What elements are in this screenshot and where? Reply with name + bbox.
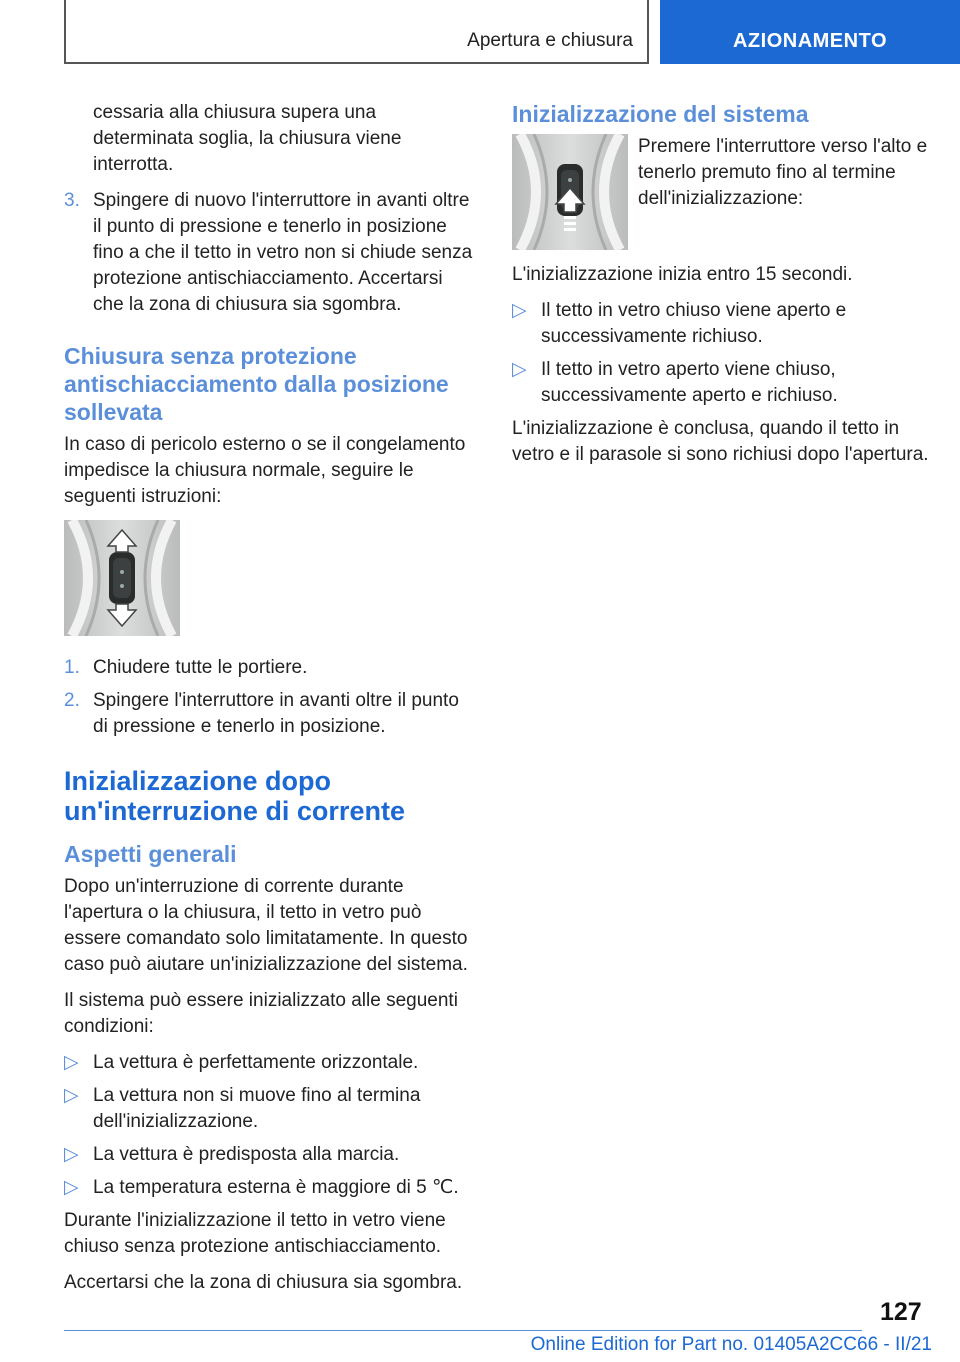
- condition-item: [64, 1142, 478, 1168]
- header-chapter-title: AZIONAMENTO: [732, 30, 887, 52]
- condition-item: [64, 1050, 478, 1076]
- bullet-triangle-icon: ▷: [64, 1144, 79, 1165]
- condition-item: [64, 1175, 478, 1201]
- condition-text: La vettura è perfettamente orizzontale.: [93, 1052, 419, 1073]
- step-number: 1.: [64, 657, 80, 678]
- heading-init-after-power-loss: Inizializzazione dopo un'interruzione di corrente: [64, 766, 405, 826]
- step-3: [64, 188, 478, 318]
- continued-text: cessaria alla chiusura supera una determinata soglia, la chiusura viene interrotta.: [93, 102, 402, 175]
- general-paragraph-1: Dopo un'interruzione di corrente durante l'apertura o la chiusura, il tetto in vetro può essere comandato solo limitatamente. In questo caso può aiutare un'inizializzazione del sistema.: [64, 876, 468, 975]
- heading-general-aspects: Aspetti generali: [64, 841, 237, 867]
- step-2: [64, 688, 478, 740]
- init-paragraph-1: L'inizializzazione inizia entro 15 secondi.: [512, 264, 853, 285]
- step-text: Spingere di nuovo l'interruttore in avanti oltre il punto di pressione e tenerlo in posizione fino a che il tetto in vetro non si chiude senza protezione antischiacciamento. Accertarsi che la zona di chiusura sia sgombra.: [93, 190, 473, 315]
- step-1: [64, 655, 478, 681]
- left-column: [64, 100, 478, 1306]
- right-column: [512, 100, 932, 478]
- bullet-triangle-icon: ▷: [64, 1177, 79, 1198]
- closure-intro: In caso di pericolo esterno o se il congelamento impedisce la chiusura normale, seguire le seguenti istruzioni:: [64, 434, 466, 507]
- step-text: Chiudere tutte le portiere.: [93, 657, 308, 678]
- roof-switch-illustration-icon: [64, 520, 180, 636]
- footer-edition-text: Online Edition for Part no. 01405A2CC66 - II/21: [530, 1334, 932, 1355]
- init-item: [512, 357, 932, 409]
- bullet-triangle-icon: ▷: [64, 1052, 79, 1073]
- init-item-text: Il tetto in vetro chiuso viene aperto e successivamente richiuso.: [541, 300, 847, 347]
- footer-divider: [64, 1330, 862, 1331]
- general-paragraph-2: Il sistema può essere inizializzato alle seguenti condizioni:: [64, 990, 458, 1037]
- init-item-text: Il tetto in vetro aperto viene chiuso, successivamente aperto e richiuso.: [541, 359, 838, 406]
- header-section-box: [64, 0, 649, 64]
- init-paragraph-2: L'inizializzazione è conclusa, quando il tetto in vetro e il parasole si sono richiusi dopo l'apertura.: [512, 418, 929, 465]
- bullet-triangle-icon: ▷: [512, 300, 527, 321]
- step-number: 3.: [64, 190, 80, 211]
- general-paragraph-3: Durante l'inizializzazione il tetto in vetro viene chiuso senza protezione antischiacciamento.: [64, 1210, 446, 1257]
- condition-text: La vettura non si muove fino al termina dell'inizializzazione.: [93, 1085, 421, 1132]
- page-number: 127: [880, 1298, 922, 1326]
- header-section-title: Apertura e chiusura: [467, 30, 633, 51]
- condition-item: [64, 1083, 478, 1135]
- init-item: [512, 298, 932, 350]
- heading-system-init: Inizializzazione del sistema: [512, 101, 809, 127]
- init-intro-text: Premere l'interruttore verso l'alto e tenerlo premuto fino al termine dell'inizializzazione:: [638, 136, 928, 209]
- heading-closure-without-protection: Chiusura senza protezione antischiacciamento dalla posizione sollevata: [64, 343, 449, 425]
- step-text: Spingere l'interruttore in avanti oltre il punto di pressione e tenerlo in posizione.: [93, 690, 459, 737]
- init-intro-row: [512, 134, 932, 250]
- bullet-triangle-icon: ▷: [512, 359, 527, 380]
- roof-switch-up-illustration-icon: [512, 134, 628, 250]
- condition-text: La vettura è predisposta alla marcia.: [93, 1144, 400, 1165]
- step-number: 2.: [64, 690, 80, 711]
- general-paragraph-4: Accertarsi che la zona di chiusura sia sgombra.: [64, 1272, 463, 1293]
- header-chapter-tab: [660, 0, 960, 64]
- condition-text: La temperatura esterna è maggiore di 5 ℃.: [93, 1177, 459, 1198]
- switch-figure-push-pull: [64, 520, 478, 641]
- bullet-triangle-icon: ▷: [64, 1085, 79, 1106]
